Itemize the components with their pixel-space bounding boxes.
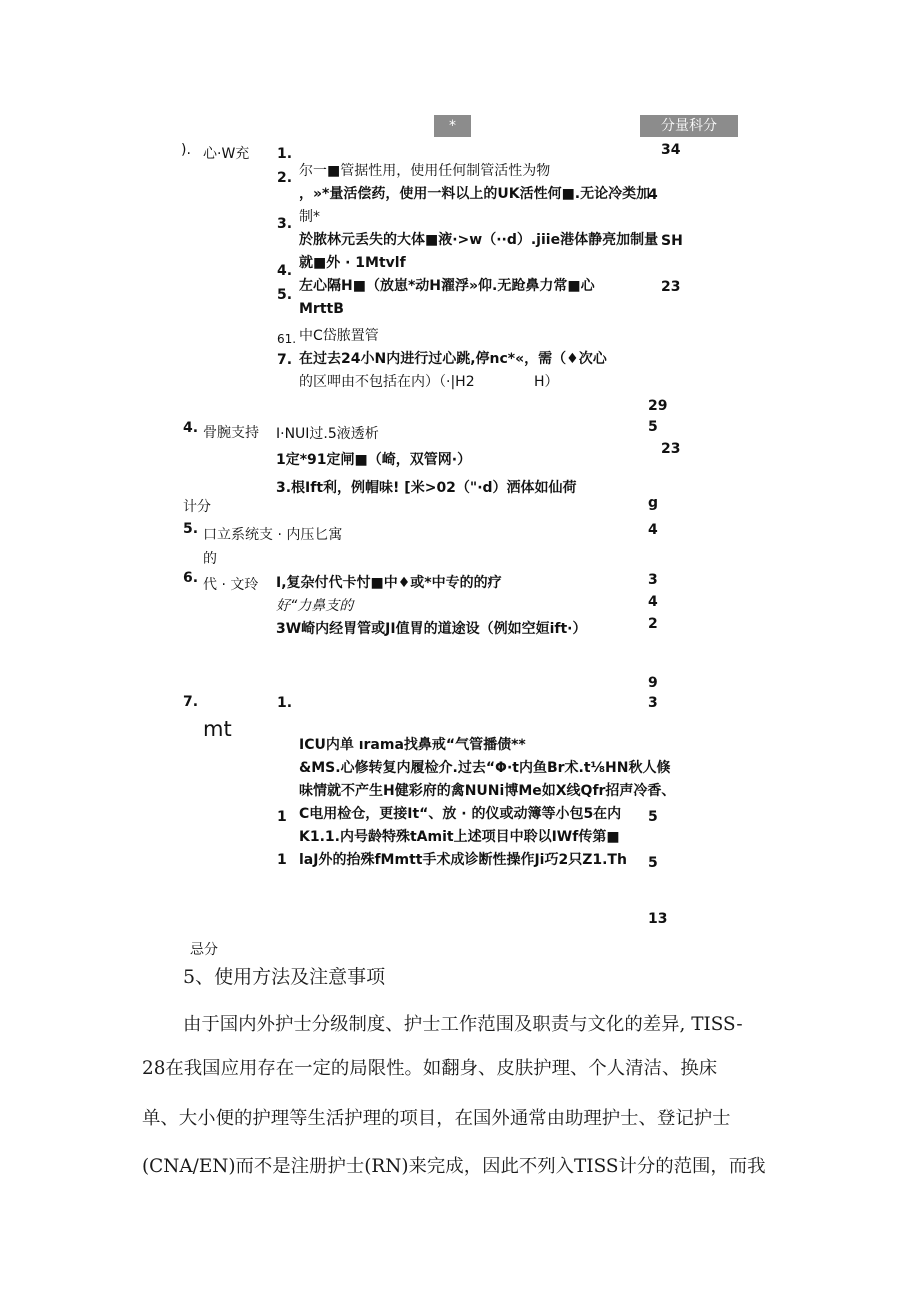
item-number: 5. bbox=[277, 287, 293, 303]
row-number: 7. bbox=[183, 694, 199, 710]
score-value: 3 bbox=[648, 572, 658, 588]
subtotal-label: 计分 bbox=[183, 499, 211, 515]
item-text: 制* bbox=[299, 209, 320, 225]
item-number: 2. bbox=[277, 170, 293, 186]
item-text: 3W崎内经胃管或JI值胃的道途设（例如空姮ift·） bbox=[276, 621, 587, 637]
item-text: 於脓林元丢失的大体■液·>w（··d）.jiie港体静亮加制量 bbox=[299, 232, 659, 248]
score-value: 23 bbox=[661, 441, 681, 457]
item-text: 1定*91定闸■（崎，双管网·） bbox=[276, 452, 472, 468]
header-cell-marker: * bbox=[434, 115, 471, 137]
paragraph-line: 单、大小便的护理等生活护理的项目，在国外通常由助理护士、登记护士 bbox=[142, 1108, 731, 1129]
item-text: 在过去24小N内进行过心跳,停nc*«，需（♦次心 bbox=[299, 351, 607, 367]
item-text: 的区呷由不包括在内）（·|H2 bbox=[299, 374, 475, 390]
row-number: 6. bbox=[183, 570, 199, 586]
score-value: 5 bbox=[648, 809, 658, 825]
item-text: I·NUI过.5液透析 bbox=[276, 426, 379, 442]
paragraph-line: (CNA/EN)而不是注册护士(RN)来完成，因此不列入TISS计分的范围，而我 bbox=[142, 1156, 766, 1177]
row-label: mt bbox=[203, 717, 232, 741]
row-label-continued: 的 bbox=[203, 551, 217, 567]
score-value: 2 bbox=[648, 616, 658, 632]
item-text: 尔一■管据性用，使用任何制管活性为物 bbox=[299, 163, 551, 179]
item-text: ICU内单 ırama找鼻戒“气管播债** bbox=[299, 737, 526, 753]
score-value: 3 bbox=[648, 695, 658, 711]
score-value: 23 bbox=[661, 279, 681, 295]
item-text: 3.根Ift利，例帽味! [米>02（"·d）洒体如仙荷 bbox=[276, 480, 577, 496]
score-value: 34 bbox=[661, 142, 681, 158]
paragraph-line: 28在我国应用存在一定的局限性。如翻身、皮肤护理、个人清洁、换床 bbox=[142, 1058, 718, 1079]
item-text: 好“力鼻支的 bbox=[276, 598, 354, 614]
item-text: 左心隔H■（放崽*动H濯浮»仰.无跄鼻力常■心 bbox=[299, 278, 595, 294]
score-value: 9 bbox=[648, 675, 658, 691]
total-score: 13 bbox=[648, 911, 668, 927]
score-value: 5 bbox=[648, 419, 658, 435]
row-number: 5. bbox=[183, 521, 199, 537]
row-number: 4. bbox=[183, 420, 199, 436]
item-number: 1. bbox=[277, 146, 293, 162]
row-label: 骨腕支持 bbox=[203, 425, 259, 441]
item-number: 61. bbox=[277, 332, 297, 346]
header-cell-score-label: 分量科分 bbox=[640, 115, 738, 137]
item-number: 1. bbox=[277, 695, 293, 711]
item-text: ，»*量活偿药，使用一料以上的UK活性何■.无论冷类加 bbox=[299, 186, 651, 202]
score-value: 4 bbox=[648, 522, 658, 538]
item-text: laJ外的抬殊fMmtt手术成诊断性操作Ji巧2只Z1.Th bbox=[299, 852, 627, 868]
total-label: 忌分 bbox=[190, 942, 218, 958]
item-text: 就■外 · 1Mtvlf bbox=[299, 255, 406, 271]
item-number: 3. bbox=[277, 216, 293, 232]
item-text: MrttB bbox=[299, 301, 344, 317]
item-number: 1 bbox=[277, 852, 287, 868]
item-text: 味情就不产生H健彩府的禽NUNi博Me如X线Qfr招声冷香、 bbox=[299, 783, 676, 799]
item-number: 4. bbox=[277, 263, 293, 279]
paragraph-line: 由于国内外护士分级制度、护士工作范围及职责与文化的差异, TISS- bbox=[183, 1014, 743, 1035]
row-label: 口立系统支 · 内压匕寓 bbox=[203, 527, 343, 543]
subtotal-score: g bbox=[648, 495, 659, 511]
item-number: 1 bbox=[277, 809, 287, 825]
section-heading: 5、使用方法及注意事项 bbox=[183, 966, 386, 988]
score-value: SH bbox=[661, 233, 683, 249]
item-text: &MS.心修转复内履检介.过去“Φ·t内鱼Br术.t⅛HN秋人倏 bbox=[299, 760, 671, 776]
item-text: H） bbox=[534, 374, 559, 390]
item-text: 中C岱脓置管 bbox=[299, 328, 379, 344]
row-label: 代 · 文玲 bbox=[203, 577, 259, 593]
item-text: K1.1.内号龄特殊tAmit上述项目中聆以IWf传第■ bbox=[299, 829, 620, 845]
item-text: C电用检仓，更接It“、放 · 的仪或动簿等小包5在内 bbox=[299, 806, 622, 822]
row-number: ). bbox=[181, 142, 191, 158]
score-value: 4 bbox=[648, 187, 658, 203]
item-number: 7. bbox=[277, 352, 293, 368]
score-value: 29 bbox=[648, 398, 668, 414]
score-value: 5 bbox=[648, 855, 658, 871]
row-label: 心·W充 bbox=[203, 146, 250, 162]
item-text: I,复杂付代卡忖■中♦或*中专的的疗 bbox=[276, 575, 502, 591]
score-value: 4 bbox=[648, 594, 658, 610]
